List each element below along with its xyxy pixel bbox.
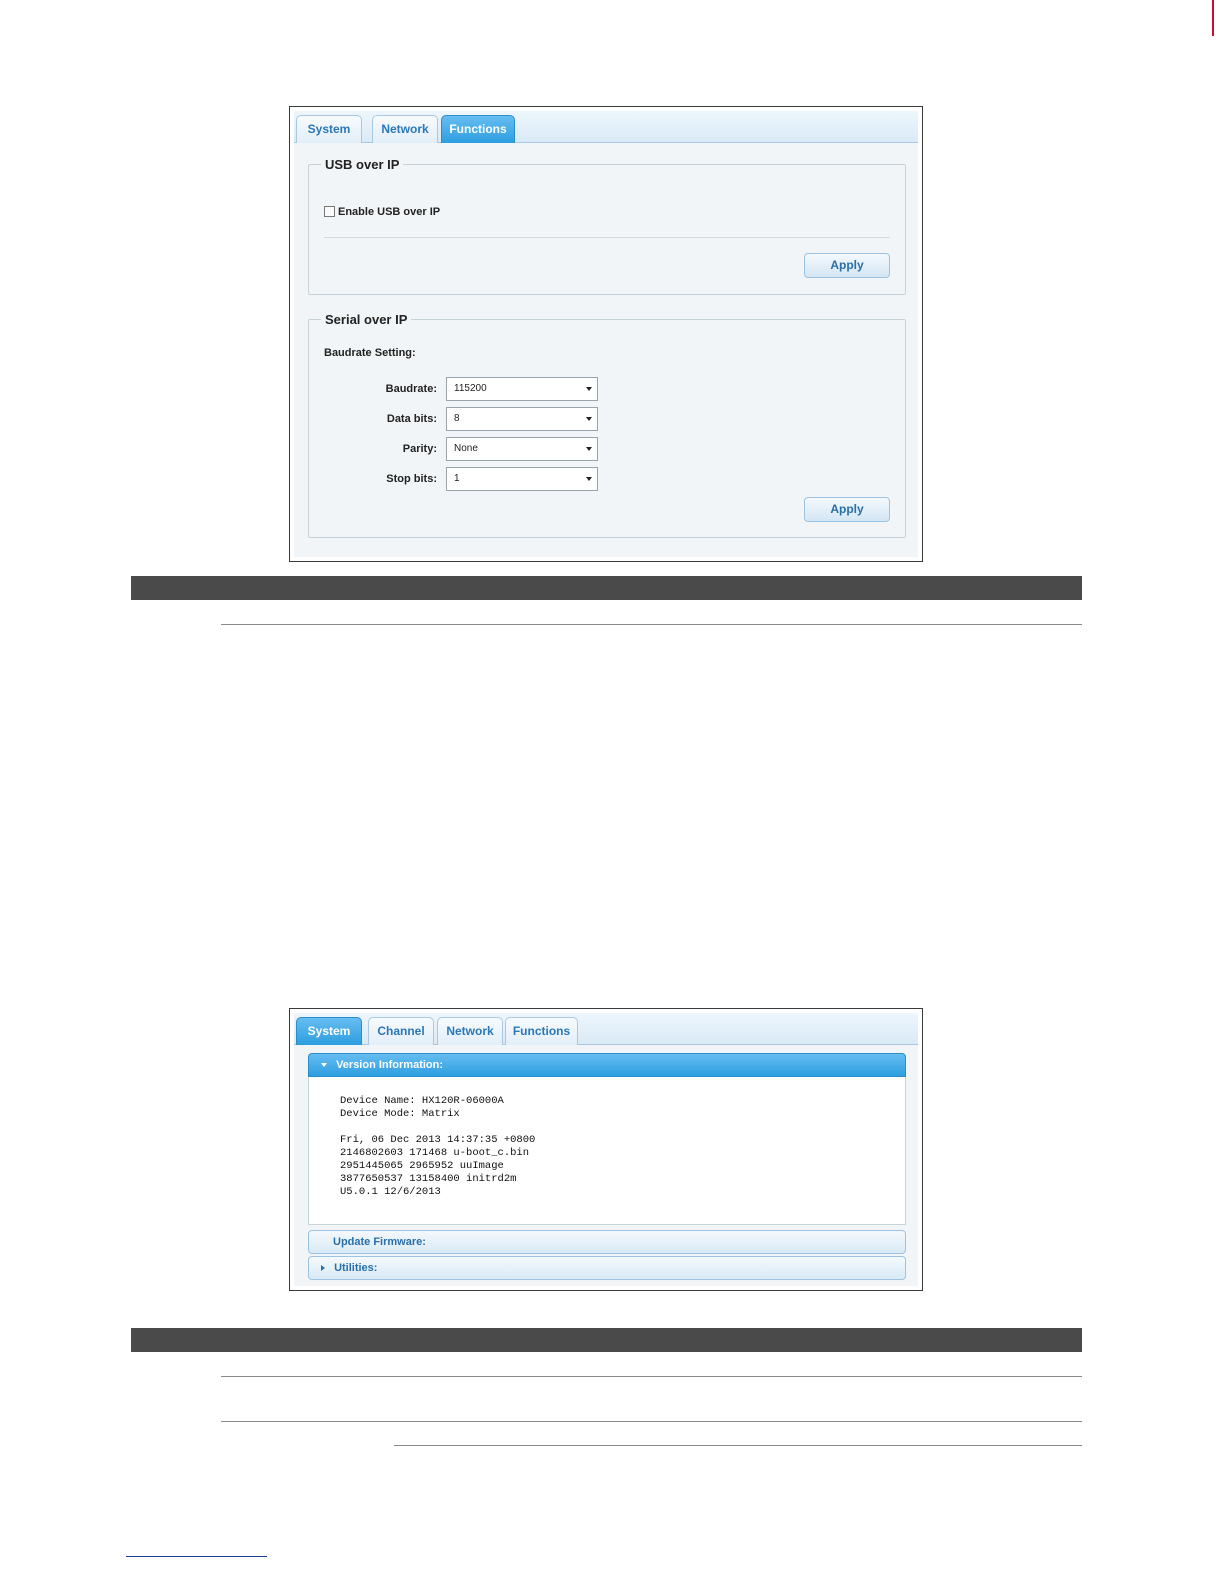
update-firmware-title: Update Firmware: (333, 1236, 426, 1248)
chevron-down-icon (586, 417, 592, 421)
tab-bar (294, 1013, 918, 1045)
version-line: 2146802603 171468 u-boot_c.bin (340, 1147, 530, 1159)
parity-select[interactable] (446, 437, 598, 461)
version-line: U5.0.1 12/6/2013 (340, 1186, 441, 1198)
horizontal-rule (221, 624, 1082, 625)
parity-label: Parity: (402, 443, 437, 455)
usb-over-ip-legend: USB over IP (325, 157, 400, 172)
chevron-down-icon (586, 387, 592, 391)
data-bits-value: 8 (454, 413, 460, 424)
usb-apply-button[interactable]: Apply (804, 253, 890, 278)
version-line: Device Mode: Matrix (340, 1108, 460, 1120)
serial-apply-button[interactable]: Apply (804, 497, 890, 522)
version-line: Device Name: HX120R-06000A (340, 1095, 504, 1107)
baudrate-setting-heading: Baudrate Setting: (324, 347, 416, 359)
usb-divider (324, 237, 890, 238)
section-header-bar (131, 1328, 1082, 1352)
tab-bar (294, 111, 918, 143)
chevron-right-icon (321, 1265, 325, 1271)
chevron-down-icon (321, 1063, 327, 1067)
tab-channel[interactable]: Channel (368, 1017, 434, 1045)
tab-functions[interactable]: Functions (441, 115, 515, 143)
chevron-down-icon (586, 447, 592, 451)
version-line: 2951445065 2965952 uuImage (340, 1160, 504, 1172)
chevron-down-icon (586, 477, 592, 481)
version-line: 3877650537 13158400 initrd2m (340, 1173, 517, 1185)
stop-bits-value: 1 (454, 473, 460, 484)
page-edge-marker (1212, 0, 1214, 36)
horizontal-rule (221, 1376, 1082, 1377)
enable-usb-over-ip-checkbox[interactable] (324, 206, 335, 217)
enable-usb-over-ip-label: Enable USB over IP (338, 206, 441, 218)
version-line: Fri, 06 Dec 2013 14:37:35 +0800 (340, 1134, 536, 1146)
footer-link-underline[interactable] (126, 1556, 267, 1557)
utilities-header[interactable] (308, 1256, 906, 1280)
functions-screenshot (289, 106, 923, 562)
parity-value: None (454, 443, 478, 454)
tab-system[interactable]: System (296, 1017, 362, 1045)
data-bits-select[interactable] (446, 407, 598, 431)
horizontal-rule (221, 1421, 1082, 1422)
utilities-title: Utilities: (334, 1262, 378, 1274)
horizontal-rule (394, 1445, 1082, 1446)
version-information-panel (308, 1077, 906, 1225)
version-information-title: Version Information: (336, 1059, 444, 1071)
baudrate-label: Baudrate: (385, 383, 437, 395)
stop-bits-select[interactable] (446, 467, 598, 491)
tab-network[interactable]: Network (372, 115, 438, 143)
serial-over-ip-legend: Serial over IP (325, 312, 408, 327)
tab-functions[interactable]: Functions (505, 1017, 578, 1045)
baudrate-select[interactable] (446, 377, 598, 401)
system-page (294, 1013, 918, 1286)
version-information-header[interactable] (308, 1053, 906, 1077)
section-header-bar (131, 576, 1082, 600)
baudrate-value: 115200 (454, 383, 487, 394)
stop-bits-label: Stop bits: (386, 473, 437, 485)
data-bits-label: Data bits: (386, 413, 437, 425)
functions-page (294, 111, 918, 557)
tab-system[interactable]: System (296, 115, 362, 143)
update-firmware-header[interactable] (308, 1230, 906, 1254)
system-screenshot (289, 1008, 923, 1291)
tab-network[interactable]: Network (437, 1017, 503, 1045)
